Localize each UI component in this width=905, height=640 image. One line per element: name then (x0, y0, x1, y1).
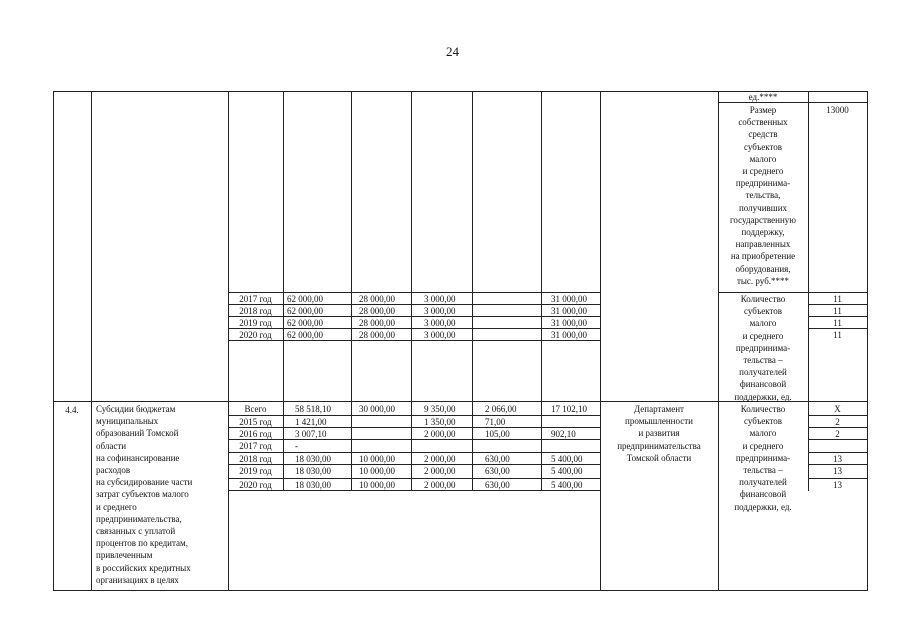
total-cell: 18 030,00 (295, 480, 331, 490)
indicator-own-funds-line: государственную (729, 214, 797, 225)
indicator-own-funds-line: направленных (735, 239, 791, 250)
regional-cell: 2 000,00 (424, 454, 456, 464)
indicator-own-funds-line: собственных (738, 117, 788, 128)
regional-cell: 3 000,00 (424, 330, 456, 340)
indicator-count-line: субъектов (743, 306, 783, 317)
indicator-count-line: малого (749, 318, 777, 329)
subsidy-name-line: процентов по кредитам, (96, 538, 188, 549)
indicator-count-line: поддержки, ед. (734, 391, 792, 402)
regional-cell: 3 000,00 (424, 306, 456, 316)
period-cell: 2015 год (239, 417, 272, 427)
subsidy-name-line: Субсидии бюджетам (96, 404, 176, 414)
total-cell: 1 421,00 (295, 417, 327, 427)
regional-cell: 3 000,00 (424, 294, 456, 304)
indicator-own-funds-line: субъектов (743, 141, 783, 152)
count-value: 11 (833, 294, 842, 304)
year-cell: 2018 год (239, 306, 272, 316)
indicator-line: Количество (740, 404, 786, 414)
total-cell: - (295, 441, 298, 451)
period-cell: 2020 год (239, 480, 272, 490)
indicator-line: и среднего (742, 440, 784, 451)
total-cell: 62 000,00 (287, 294, 323, 304)
indicator-count-line: Количество (740, 294, 786, 304)
federal-cell: 28 000,00 (359, 330, 395, 340)
indicator-count-line: тельства – (743, 355, 783, 365)
regional-cell: 2 000,00 (424, 480, 456, 490)
subsidy-name-line: области (96, 440, 127, 451)
total-cell: 18 030,00 (295, 466, 331, 476)
count-value: 11 (833, 330, 842, 340)
indicator-line: субъектов (743, 416, 783, 427)
indicator-count-line: финансовой (739, 379, 787, 390)
extra-cell: 17 102,10 (551, 404, 587, 414)
federal-cell: 28 000,00 (359, 306, 395, 316)
indicator-own-funds-line: тыс. руб.**** (736, 275, 790, 286)
indicator-own-funds-line: поддержку, (741, 227, 785, 237)
indicator-own-funds-line: и среднего (742, 166, 784, 176)
indicator-line: финансовой (739, 489, 787, 500)
extra-cell: 31 000,00 (551, 330, 587, 340)
executor-line: Томской области (626, 452, 692, 463)
federal-cell: 30 000,00 (359, 404, 395, 414)
indicator-line: малого (749, 428, 777, 439)
regional-cell: 2 000,00 (424, 466, 456, 476)
subsidy-name-line: расходов (96, 465, 131, 475)
subsidy-name-line: муниципальных (96, 416, 159, 427)
indicator-own-funds-line: средств (748, 129, 778, 140)
regional-cell: 9 350,00 (424, 404, 456, 414)
subsidy-name-line: связанных с уплатой (96, 526, 176, 536)
indicator-line: предпринима- (735, 452, 791, 463)
period-cell: 2019 год (239, 466, 272, 476)
federal-cell: 10 000,00 (359, 480, 395, 490)
subsidy-name-line: в российских кредитных (96, 562, 191, 573)
local-cell: 630,00 (485, 454, 510, 464)
total-cell: 62 000,00 (287, 306, 323, 316)
page-number: 24 (446, 44, 459, 59)
indicator-own-funds-line: на приобретение (730, 251, 796, 262)
extra-cell: 5 400,00 (551, 454, 583, 464)
subsidy-name-line: на софинансирование (96, 452, 180, 463)
subsidy-name-line: предпринимательства, (96, 513, 182, 524)
indicator-own-funds-line: тельства, (745, 190, 781, 201)
total-cell: 3 007,10 (295, 429, 327, 439)
indicator-count-line: и среднего (742, 330, 784, 341)
indicator-count-line: получателей (739, 367, 787, 378)
count-value: 11 (833, 318, 842, 328)
subsidy-name-line: и среднего (96, 501, 137, 512)
regional-cell: 1 350,00 (424, 417, 456, 427)
total-cell: 62 000,00 (287, 330, 323, 340)
subsidy-name-line: образований Томской (96, 428, 179, 439)
local-cell: 71,00 (485, 417, 506, 427)
col-border-11 (867, 91, 868, 591)
extra-cell: 31 000,00 (551, 306, 587, 316)
own-funds-value: 13000 (826, 105, 849, 115)
indicator-value: 2 (835, 429, 840, 439)
local-cell: 630,00 (485, 466, 510, 476)
federal-cell: 10 000,00 (359, 466, 395, 476)
subsidy-name-line: организациях в целях (96, 574, 179, 585)
subsidy-name-line: затрат субъектов малого (96, 489, 189, 500)
row-number: 4.4. (65, 405, 79, 415)
indicator-value: 13 (833, 466, 842, 476)
extra-cell: 31 000,00 (551, 294, 587, 304)
year-cell: 2020 год (239, 330, 272, 340)
extra-cell: 5 400,00 (551, 466, 583, 476)
total-cell: 62 000,00 (287, 318, 323, 328)
subsidy-name-line: на субсидирование части (96, 477, 193, 488)
local-cell: 105,00 (485, 429, 510, 439)
indicator-value: 13 (833, 480, 842, 490)
federal-cell: 10 000,00 (359, 454, 395, 464)
indicator-own-funds-line: оборудования, (735, 263, 791, 274)
regional-cell: 2 000,00 (424, 429, 456, 439)
executor-line: предпринимательства (617, 440, 701, 451)
indicator-count-line: предпринима- (735, 342, 791, 353)
regional-cell: 3 000,00 (424, 318, 456, 328)
period-cell: 2017 год (239, 441, 272, 451)
col-border-1 (91, 91, 92, 591)
extra-cell: 902,10 (551, 429, 576, 439)
indicator-value: X (834, 404, 841, 414)
indicator-line: получателей (739, 477, 787, 488)
local-cell: 2 066,00 (485, 404, 517, 414)
executor-line: и развития (638, 428, 680, 439)
count-value: 11 (833, 306, 842, 316)
period-cell: 2018 год (239, 454, 272, 464)
subsidy-name-line: привлеченным (96, 550, 153, 561)
indicator-line: тельства – (743, 465, 783, 475)
federal-cell: 28 000,00 (359, 318, 395, 328)
indicator-own-funds-line: Размер (749, 105, 777, 115)
total-cell: 18 030,00 (295, 454, 331, 464)
indicator-own-funds-line: предпринима- (735, 178, 791, 189)
indicator-line: поддержки, ед. (734, 501, 792, 512)
extra-cell: 5 400,00 (551, 480, 583, 490)
indicator-tail: ед.**** (748, 92, 778, 102)
year-cell: 2017 год (239, 294, 272, 304)
extra-cell: 31 000,00 (551, 318, 587, 328)
indicator-value: 2 (835, 417, 840, 427)
indicator-value: 13 (833, 454, 842, 464)
year-cell: 2019 год (239, 318, 272, 328)
col-border-5 (411, 91, 412, 491)
col-border-3 (283, 91, 284, 491)
indicator-own-funds-line: малого (749, 153, 777, 164)
federal-cell: 28 000,00 (359, 294, 395, 304)
local-cell: 630,00 (485, 480, 510, 490)
executor-line: Департамент (634, 404, 684, 414)
indicator-own-funds-line: получивших (738, 202, 788, 213)
total-cell: 58 518,10 (295, 404, 331, 414)
table-bottom-border (53, 590, 867, 591)
col-border-0 (53, 91, 54, 591)
period-cell: Всего (244, 404, 267, 414)
period-cell: 2016 год (239, 429, 272, 439)
executor-line: промышленности (625, 416, 693, 427)
